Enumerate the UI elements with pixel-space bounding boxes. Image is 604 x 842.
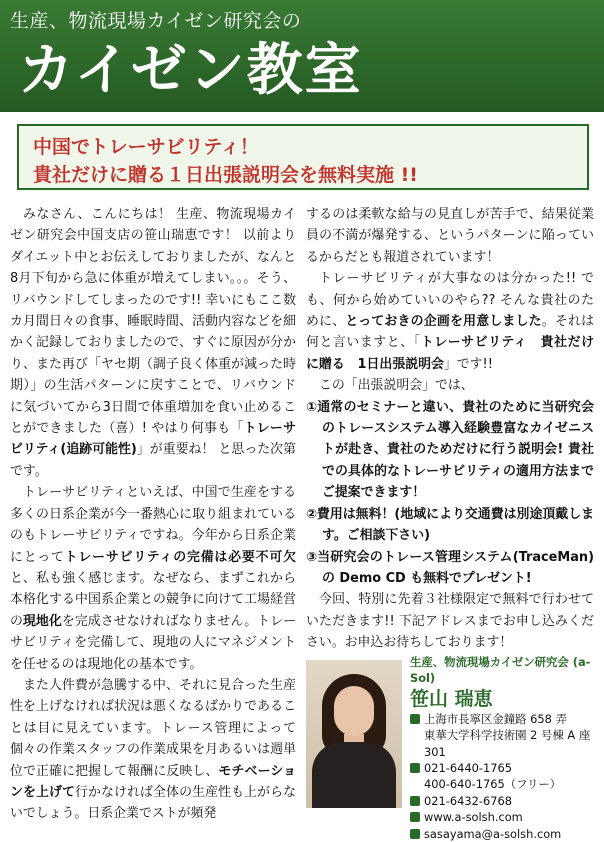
website-link[interactable]: www.a-solsh.com: [424, 810, 523, 825]
header-banner: [0, 0, 604, 112]
location-icon: [410, 714, 420, 724]
right-paragraph-1: するのは柔軟な給与の見直しが苦手で、結果従業員の不満が爆発する、というパターンに陥っているからだとも報道されています！: [306, 207, 594, 265]
web-icon: [410, 812, 420, 822]
author-photo: [306, 660, 402, 808]
phone-free: 400-640-1765（フリー）: [424, 777, 562, 792]
promo-box: [17, 124, 589, 190]
header-title: カイゼン教室: [18, 38, 363, 103]
right-paragraph-4: 今回、特別に先着３社様限定で無料で行わせていただきます!! 下記アドレスまでお申し込みください。お申込お待ちしております！: [306, 592, 594, 651]
right-paragraph-3: この「出張説明会」では、: [319, 378, 474, 394]
phone-row: 021-6440-1765: [410, 760, 594, 776]
left-paragraph-3: また人件費が急騰する中、それに見合った生産性を上げなければ状況は悪くなるばかりであることは目に見えています。トレース管理によって個々の作業スタッフの作業成果を月あるいは週単位で正確に把握して報酬に反映し、モチベーションを上げて行かなければ全体の生産性も上がらないでしょう。日系企業でストが頻発: [10, 677, 297, 822]
address-line-2: 東華大学科学技術園 2 号棟 A 座 301: [424, 728, 591, 759]
left-paragraph-2: トレーサビリティといえば、中国で生産をする多くの日系企業が今一番熱心に取り組まれているのもトレーサビリティですね。今年から日系企業にとってトレーサビリティの完備は必要不可欠と、私も強く感じます。なぜなら、まずこれから本格化する中国系企業との競争に向けて工場経営の現地化を完成させなければなりません。トレーサビリティを完備して、現地の人にマネジメントを任せるのは現地化の基本です。: [10, 485, 296, 672]
left-paragraph-1: みなさん、こんにちは！ 生産、物流現場カイゼン研究会中国支店の笹山瑞恵です！ 以前よりダイエット中とお伝えしておりましたが、なんと8月下旬から急に体重が増えてしまい。。。そう、リバウンドしてしまったのです!! 幸いにもここ数カ月間日々の食事、睡眠時間、活動内容などを細かく記録しておりましたので、すぐに原因が分かり、また再び「ヤセ期（調子良く体重が減った時期）」の生活パターンに戻すことで、リバウンドに気づいてから3日間で体重増加を食い止めることができました（喜）! やはり何事も「トレーサビリティ(追跡可能性)」が重要ね！ と思った次第です。: [10, 207, 297, 479]
phone-icon: [410, 763, 420, 773]
promo-line-2: 貴社だけに贈る１日出張説明会を無料実施 !!: [33, 164, 418, 186]
right-paragraph-2: トレーサビリティが大事なのは分かった!! でも、何から始めていいのやら?? そんな貴社のために、とっておきの企画を用意しました。それは何と言いますと、「トレーサビリティ 貴社だけに贈る 1日出張説明会」です!!: [306, 271, 595, 372]
author-info: [410, 654, 594, 842]
email-row: [410, 826, 594, 842]
address-row: 上海市長寧区金鐘路 658 弄: [410, 711, 594, 727]
right-column: [306, 204, 594, 654]
list-item-3: ③当研究会のトレース管理システム(TraceMan)の Demo CD も無料でプレゼント!: [306, 549, 594, 586]
list-item-1: ①通常のセミナーと違い、貴社のために当研究会のトレースシステム導入経験豊富なカイゼニストが赴き、貴社のためだけに行う説明会! 貴社での具体的なトレーサビリティの適用方法までご提案できます！: [306, 399, 594, 501]
left-column: [10, 204, 296, 825]
author-organization: 生産、物流現場カイゼン研究会 (a-Sol): [410, 655, 591, 686]
email-link[interactable]: sasayama@a-solsh.com: [424, 826, 562, 841]
fax-row: 021-6432-6768: [410, 793, 594, 809]
author-name: 笹山 瑞恵: [410, 687, 493, 710]
header-subtitle: 生産、物流現場カイゼン研究会の: [10, 10, 302, 32]
list-item-2: ②費用は無料！(地域により交通費は別途頂戴します。ご相談下さい): [306, 506, 594, 544]
fax-icon: [410, 796, 420, 806]
promo-line-1: 中国でトレーサビリティ！: [33, 136, 259, 158]
author-profile: [306, 654, 594, 841]
email-icon: [410, 829, 420, 839]
web-row: [410, 809, 594, 825]
